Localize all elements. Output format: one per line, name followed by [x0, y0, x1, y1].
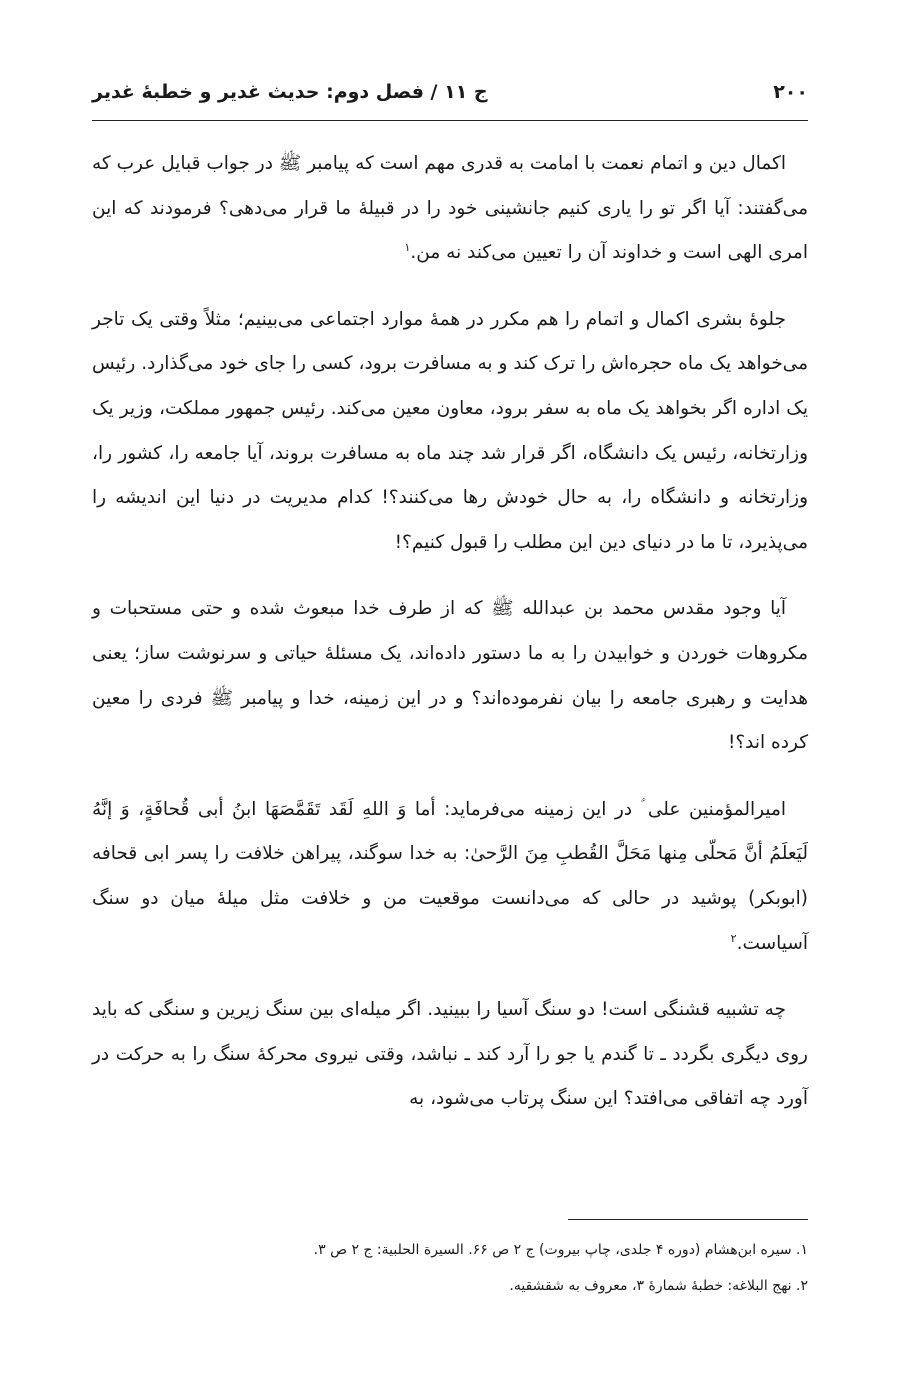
paragraph-4: امیرالمؤمنین علی ؑ در این زمینه می‌فرماید: أما وَ اللهِ لَقَد تَقَمَّصَهَا ابنُ أبی قُحافَةٍ، وَ إنَّهُ لَیَعلَمُ أنَّ مَحلّی مِنها مَحَلَّ القُطبِ مِنَ الرَّحیٰ: به خدا سوگند، پیراهن خلافت را پسر ابی قحافه (ابوبکر) پوشید در حالی که می‌دانست موقعیت من و خلافت مثل میلهٔ میان دو سنگ آسیاست.$^۲$	[92, 798, 808, 954]
body-text	[92, 142, 808, 1144]
running-header	[92, 72, 808, 112]
paragraph-3: آیا وجود مقدس محمد بن عبدالله ﷺ که از طرف خدا مبعوث شده و حتی مستحبات و مکروهات خوردن و خوابیدن را به ما دستور داده‌اند، یک مسئلهٔ حیاتی و سرنوشت ساز؛ یعنی هدایت و رهبری جامعه را بیان نفرموده‌اند؟ و در این زمینه، خدا و پیامبر ﷺ فردی را معین کرده اند؟!	[92, 598, 808, 754]
footnote-1: ۱. سیره ابن‌هشام (دوره ۴ جلدی، چاپ بیروت) ج ۲ ص ۶۶. السیرة الحلبیة: ج ۲ ص ۳.	[313, 1242, 808, 1258]
header-divider	[92, 120, 808, 121]
footnotes	[92, 1232, 808, 1304]
paragraph-5: چه تشبیه قشنگی است! دو سنگ آسیا را ببینید. اگر میله‌ای بین سنگ زیرین و سنگی که باید روی دیگری بگردد ـ تا گندم یا جو را آرد کند ـ نباشد، وقتی نیروی محرکهٔ سنگ را به حرکت در آورد چه اتفاقی می‌افتد؟ این سنگ پرتاب می‌شود، به	[92, 999, 808, 1110]
paragraph-1: اکمال دین و اتمام نعمت با امامت به قدری مهم است که پیامبر ﷺ در جواب قبایل عرب که می‌گفتند: آیا اگر تو را یاری کنیم جانشینی خود را در قبیلهٔ ما قرار می‌دهی؟ فرمودند که این امری الهی است و خداوند آن را تعیین می‌کند نه من.$^۱$	[92, 153, 808, 264]
running-title: ج ۱۱ / فصل دوم: حدیث غدیر و خطبهٔ غدیر	[92, 81, 488, 103]
footnote-2: ۲. نهج البلاغه: خطبهٔ شمارهٔ ۳، معروف به شقشقیه.	[509, 1278, 808, 1294]
footnote-ref-1: ۱	[404, 241, 411, 255]
page-number: ۲۰۰	[773, 81, 808, 103]
footnote-ref-2: ۲	[730, 931, 737, 945]
paragraph-2: جلوهٔ بشری اکمال و اتمام را هم مکرر در همهٔ موارد اجتماعی می‌بینیم؛ مثلاً وقتی یک تاجر می‌خواهد یک ماه حجره‌اش را ترک کند و به مسافرت برود، کسی را جای خود می‌گذارد. رئیس یک اداره اگر بخواهد یک ماه به سفر برود، معاون معین می‌کند. رئیس جمهور مملکت، وزیر یک وزارتخانه، رئیس یک دانشگاه، اگر قرار شد چند ماه به مسافرت بروند، آیا جامعه را، کشور را، وزارتخانه و دانشگاه را، به حال خودش رها می‌کنند؟! کدام مدیریت در دنیا این اندیشه را می‌پذیرد، تا ما در دنیای دین این مطلب را قبول کنیم؟!	[92, 308, 808, 553]
footnote-divider	[568, 1219, 808, 1220]
